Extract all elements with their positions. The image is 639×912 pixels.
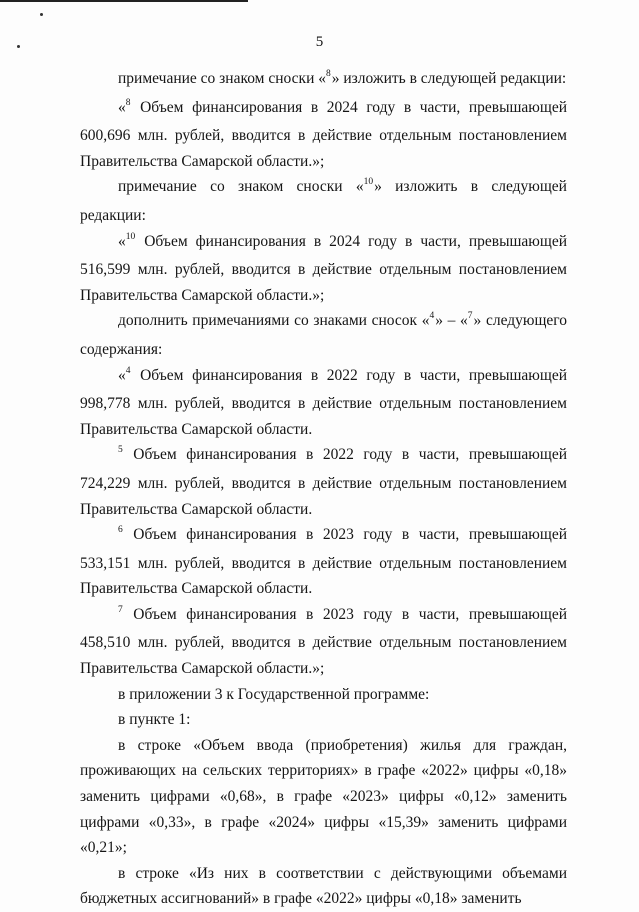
footnote-marker: 10: [363, 177, 374, 188]
paragraph: в строке «Из них в соответствии с действующими объемами бюджетных ассигнований» в графе «2022» цифры «0,18» заменить: [80, 864, 567, 908]
footnote-paragraph: $^5$ Объем финансирования в 2022 году в части, превышающей 724,229 млн. рублей, вводится в действие отдельным постановлением Правительства Самарской области.: [80, 445, 567, 518]
footnote-marker: 8: [125, 97, 131, 108]
footnote-marker: 8: [326, 69, 331, 79]
footnote-marker: 4: [429, 311, 435, 322]
paragraph: «$^4$ Объем финансирования в 2022 году в части, превышающей 998,778 млн. рублей, вводится в действие отдельным постановлением Правительства Самарской области.: [80, 365, 567, 438]
footnote-marker: 6: [118, 525, 123, 536]
top-rule: [0, 0, 248, 2]
paragraph: примечание со знаком сноски «$^8$» изложить в следующей редакции:: [118, 69, 567, 87]
footnote-marker: 5: [118, 445, 123, 456]
document-body: [80, 66, 567, 912]
paragraph: примечание со знаком сноски «$^{10}$» изложить в следующей редакции:: [80, 177, 567, 224]
footnote-paragraph: $^6$ Объем финансирования в 2023 году в части, превышающей 533,151 млн. рублей, вводится в действие отдельным постановлением Правительства Самарской области.: [80, 525, 567, 598]
footnote-marker: 7: [118, 604, 123, 615]
paragraph: «$^{10}$ Объем финансирования в 2024 году в части, превышающей 516,599 млн. рублей, вводится в действие отдельным постановлением Правительства Самарской области.»;: [80, 231, 567, 304]
footnote-marker: 10: [125, 231, 136, 242]
footnote-marker: 7: [467, 311, 473, 322]
page-number: 5: [315, 34, 324, 50]
paragraph: «$^8$ Объем финансирования в 2024 году в части, превышающей 600,696 млн. рублей, вводится в действие отдельным постановлением Правительства Самарской области.»;: [80, 97, 567, 170]
paragraph: в строке «Объем ввода (приобретения) жилья для граждан, проживающих на сельских территориях» в графе «2022» цифры «0,18» заменить цифрами «0,68», в графе «2023» цифры «0,12» заменить цифрами «0,33», в графе «2024» цифры «15,39» заменить цифрами «0,21»;: [80, 736, 567, 857]
paragraph: в пункте 1:: [118, 711, 191, 729]
footnote-marker: 4: [125, 365, 131, 376]
paragraph: дополнить примечаниями со знаками сносок «$^4$» – «$^7$» следующего содержания:: [80, 311, 567, 358]
footnote-paragraph: $^7$ Объем финансирования в 2023 году в части, превышающей 458,510 млн. рублей, вводится в действие отдельным постановлением Правительства Самарской области.»;: [80, 604, 567, 678]
paragraph: в приложении 3 к Государственной программе:: [118, 685, 430, 703]
scan-speck: [40, 13, 43, 16]
